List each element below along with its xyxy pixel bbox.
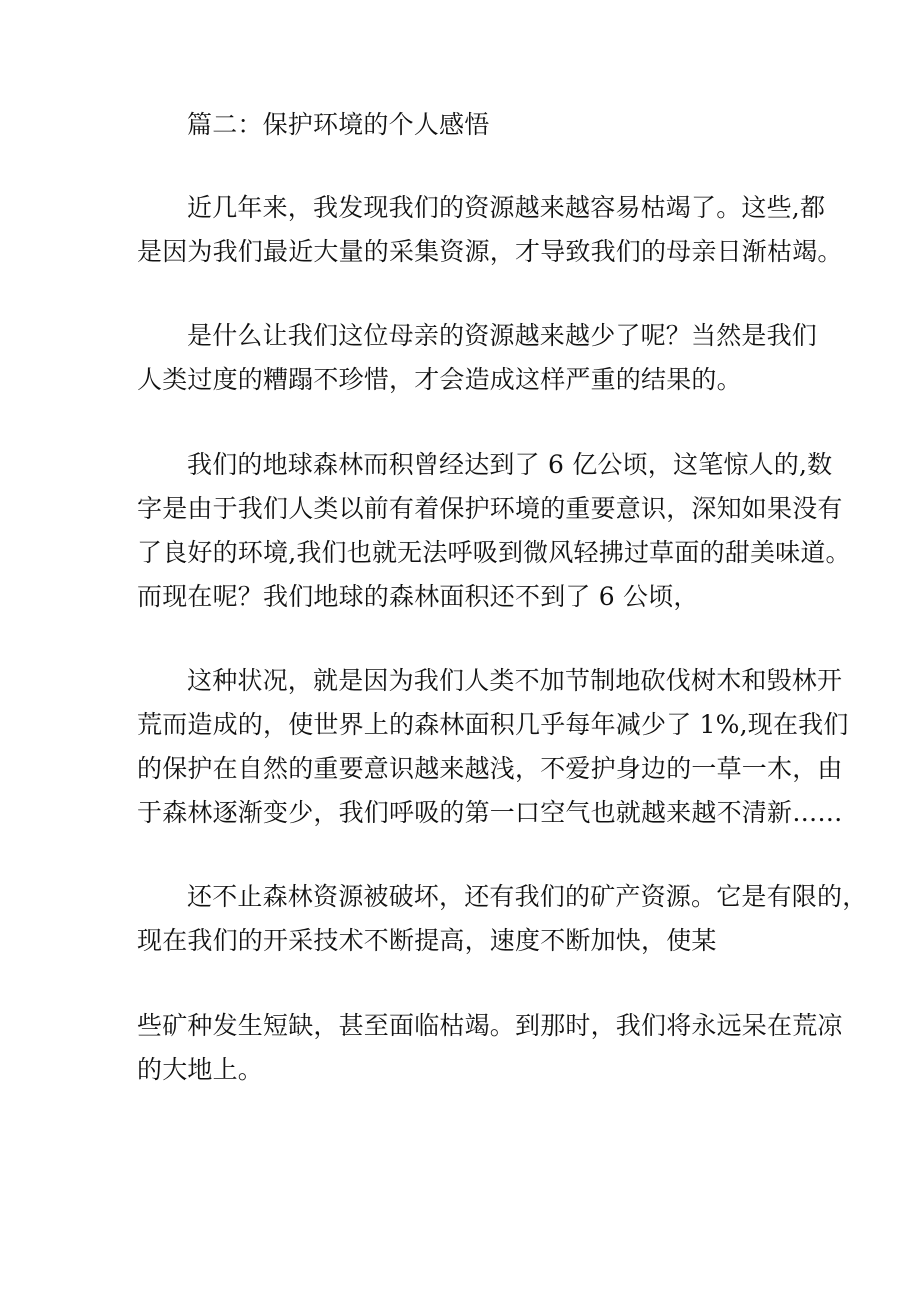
paragraph-4-line-1: 这种状况，就是因为我们人类不加节制地砍伐树木和毁林开 — [187, 666, 843, 695]
paragraph-4-line-2: 荒而造成的，使世界上的森林面积几乎每年减少了 1%,现在我们 — [137, 710, 849, 739]
paragraph-1-line-2: 是因为我们最近大量的采集资源，才导致我们的母亲日渐枯竭。 — [137, 237, 843, 266]
paragraph-3-line-2: 字是由于我们人类以前有着保护环境的重要意识，深知如果没有 — [137, 494, 843, 523]
paragraph-3-line-1: 我们的地球森林而积曾经达到了 6 亿公顷，这笔惊人的,数 — [187, 450, 833, 479]
paragraph-4-line-4: 于森林逐渐变少，我们呼吸的第一口空气也就越来越不清新…… — [137, 798, 843, 827]
document-title: 篇二：保护环境的个人感悟 — [187, 110, 490, 139]
paragraph-2-line-1: 是什么让我们这位母亲的资源越来越少了呢？当然是我们 — [187, 321, 818, 350]
paragraph-3-line-3: 了良好的环境,我们也就无法呼吸到微风轻拂过草面的甜美味道。 — [137, 538, 851, 567]
paragraph-1-line-1: 近几年来，我发现我们的资源越来越容易枯竭了。这些,都 — [187, 193, 826, 222]
paragraph-5-line-1: 还不止森林资源被破坏，还有我们的矿产资源。它是有限的， — [187, 882, 868, 911]
paragraph-2-line-2: 人类过度的糟蹋不珍惜，才会造成这样严重的结果的。 — [137, 365, 742, 394]
paragraph-3-line-4: 而现在呢？我们地球的森林面积还不到了 6 公顷， — [137, 582, 699, 611]
paragraph-4-line-3: 的保护在自然的重要意识越来越浅，不爱护身边的一草一木，由 — [137, 754, 843, 783]
paragraph-5-line-2: 现在我们的开采技术不断提高，速度不断加快，使某 — [137, 926, 717, 955]
paragraph-6-line-2: 的大地上。 — [137, 1055, 264, 1084]
paragraph-6-line-1: 些矿种发生短缺，甚至面临枯竭。到那时，我们将永远呆在荒凉 — [137, 1011, 843, 1040]
